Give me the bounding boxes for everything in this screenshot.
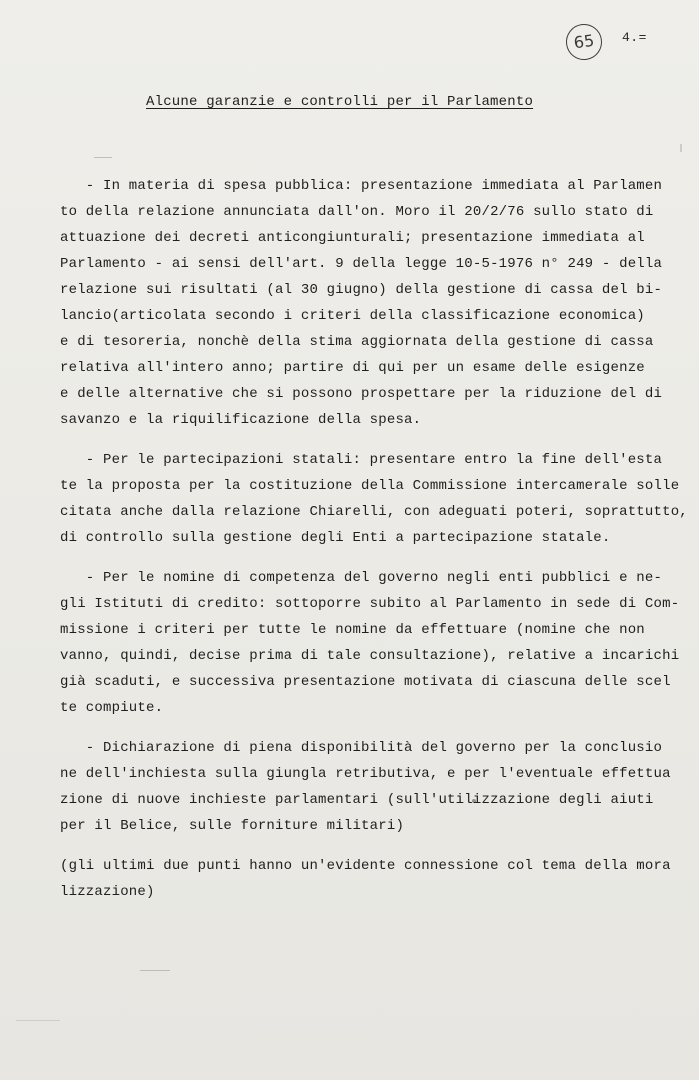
- paragraph-line: citata anche dalla relazione Chiarelli, con adeguati poteri, soprattutto,: [60, 504, 688, 520]
- paragraph-line: gli Istituti di credito: sottoporre subito al Parlamento in sede di Com-: [60, 596, 680, 612]
- paragraph-line: Parlamento - ai sensi dell'art. 9 della legge 10-5-1976 n° 249 - della: [60, 256, 663, 272]
- paragraph-line: te compiute.: [60, 700, 164, 716]
- paragraph-line: to della relazione annunciata dall'on. Moro il 20/2/76 sullo stato di: [60, 204, 654, 220]
- paragraph-line: zione di nuove inchieste parlamentari (sull'utilizzazione degli aiuti: [60, 792, 654, 808]
- paragraph-line: te la proposta per la costituzione della Commissione intercamerale solle: [60, 478, 680, 494]
- paragraph-spacer: [60, 724, 684, 738]
- page-marker: 4.=: [622, 30, 647, 45]
- scan-mark: [140, 970, 170, 971]
- paragraph-spacer: [60, 842, 684, 856]
- paragraph-line: (gli ultimi due punti hanno un'evidente connessione col tema della mora: [60, 858, 671, 874]
- paragraph-line: ne dell'inchiesta sulla giungla retributiva, e per l'eventuale effettua: [60, 766, 671, 782]
- scan-mark: [16, 1020, 60, 1021]
- paragraph-line: vanno, quindi, decise prima di tale consultazione), relative a incarichi: [60, 648, 680, 664]
- paragraph-line: attuazione dei decreti anticongiunturali; presentazione immediata al: [60, 230, 645, 246]
- paragraph-line: - Per le partecipazioni statali: presentare entro la fine dell'esta: [60, 452, 663, 468]
- paragraph-line: - Dichiarazione di piena disponibilità del governo per la conclusio: [60, 740, 663, 756]
- paragraph-line: - Per le nomine di competenza del governo negli enti pubblici e ne-: [60, 570, 663, 586]
- paragraph-line: per il Belice, sulle forniture militari): [60, 818, 405, 834]
- paragraph-line: lizzazione): [60, 884, 155, 900]
- paragraph-spacer: [60, 554, 684, 568]
- paragraph-line: savanzo e la riquilificazione della spesa.: [60, 412, 422, 428]
- page-title: Alcune garanzie e controlli per il Parlamento: [146, 94, 534, 110]
- document-body: [60, 176, 688, 908]
- paragraph-line: e delle alternative che si possono prospettare per la riduzione del di: [60, 386, 663, 402]
- paragraph-line: relazione sui risultati (al 30 giugno) della gestione di cassa del bi-: [60, 282, 663, 298]
- paragraph-line: e di tesoreria, nonchè della stima aggiornata della gestione di cassa: [60, 334, 654, 350]
- scan-mark: [680, 144, 682, 152]
- paragraph-line: di controllo sulla gestione degli Enti a partecipazione statale.: [60, 530, 611, 546]
- paragraph-line: - In materia di spesa pubblica: presentazione immediata al Parlamen: [60, 178, 663, 194]
- page-number-stamp: 65: [564, 22, 605, 63]
- paragraph-line: lancio(articolata secondo i criteri della classificazione economica): [60, 308, 645, 324]
- paragraph-line: relativa all'intero anno; partire di qui per un esame delle esigenze: [60, 360, 645, 376]
- scan-mark: [94, 157, 112, 158]
- paragraph-spacer: [60, 436, 684, 450]
- paragraph-line: già scaduti, e successiva presentazione motivata di ciascuna delle scel: [60, 674, 671, 690]
- paragraph-line: missione i criteri per tutte le nomine da effettuare (nomine che non: [60, 622, 645, 638]
